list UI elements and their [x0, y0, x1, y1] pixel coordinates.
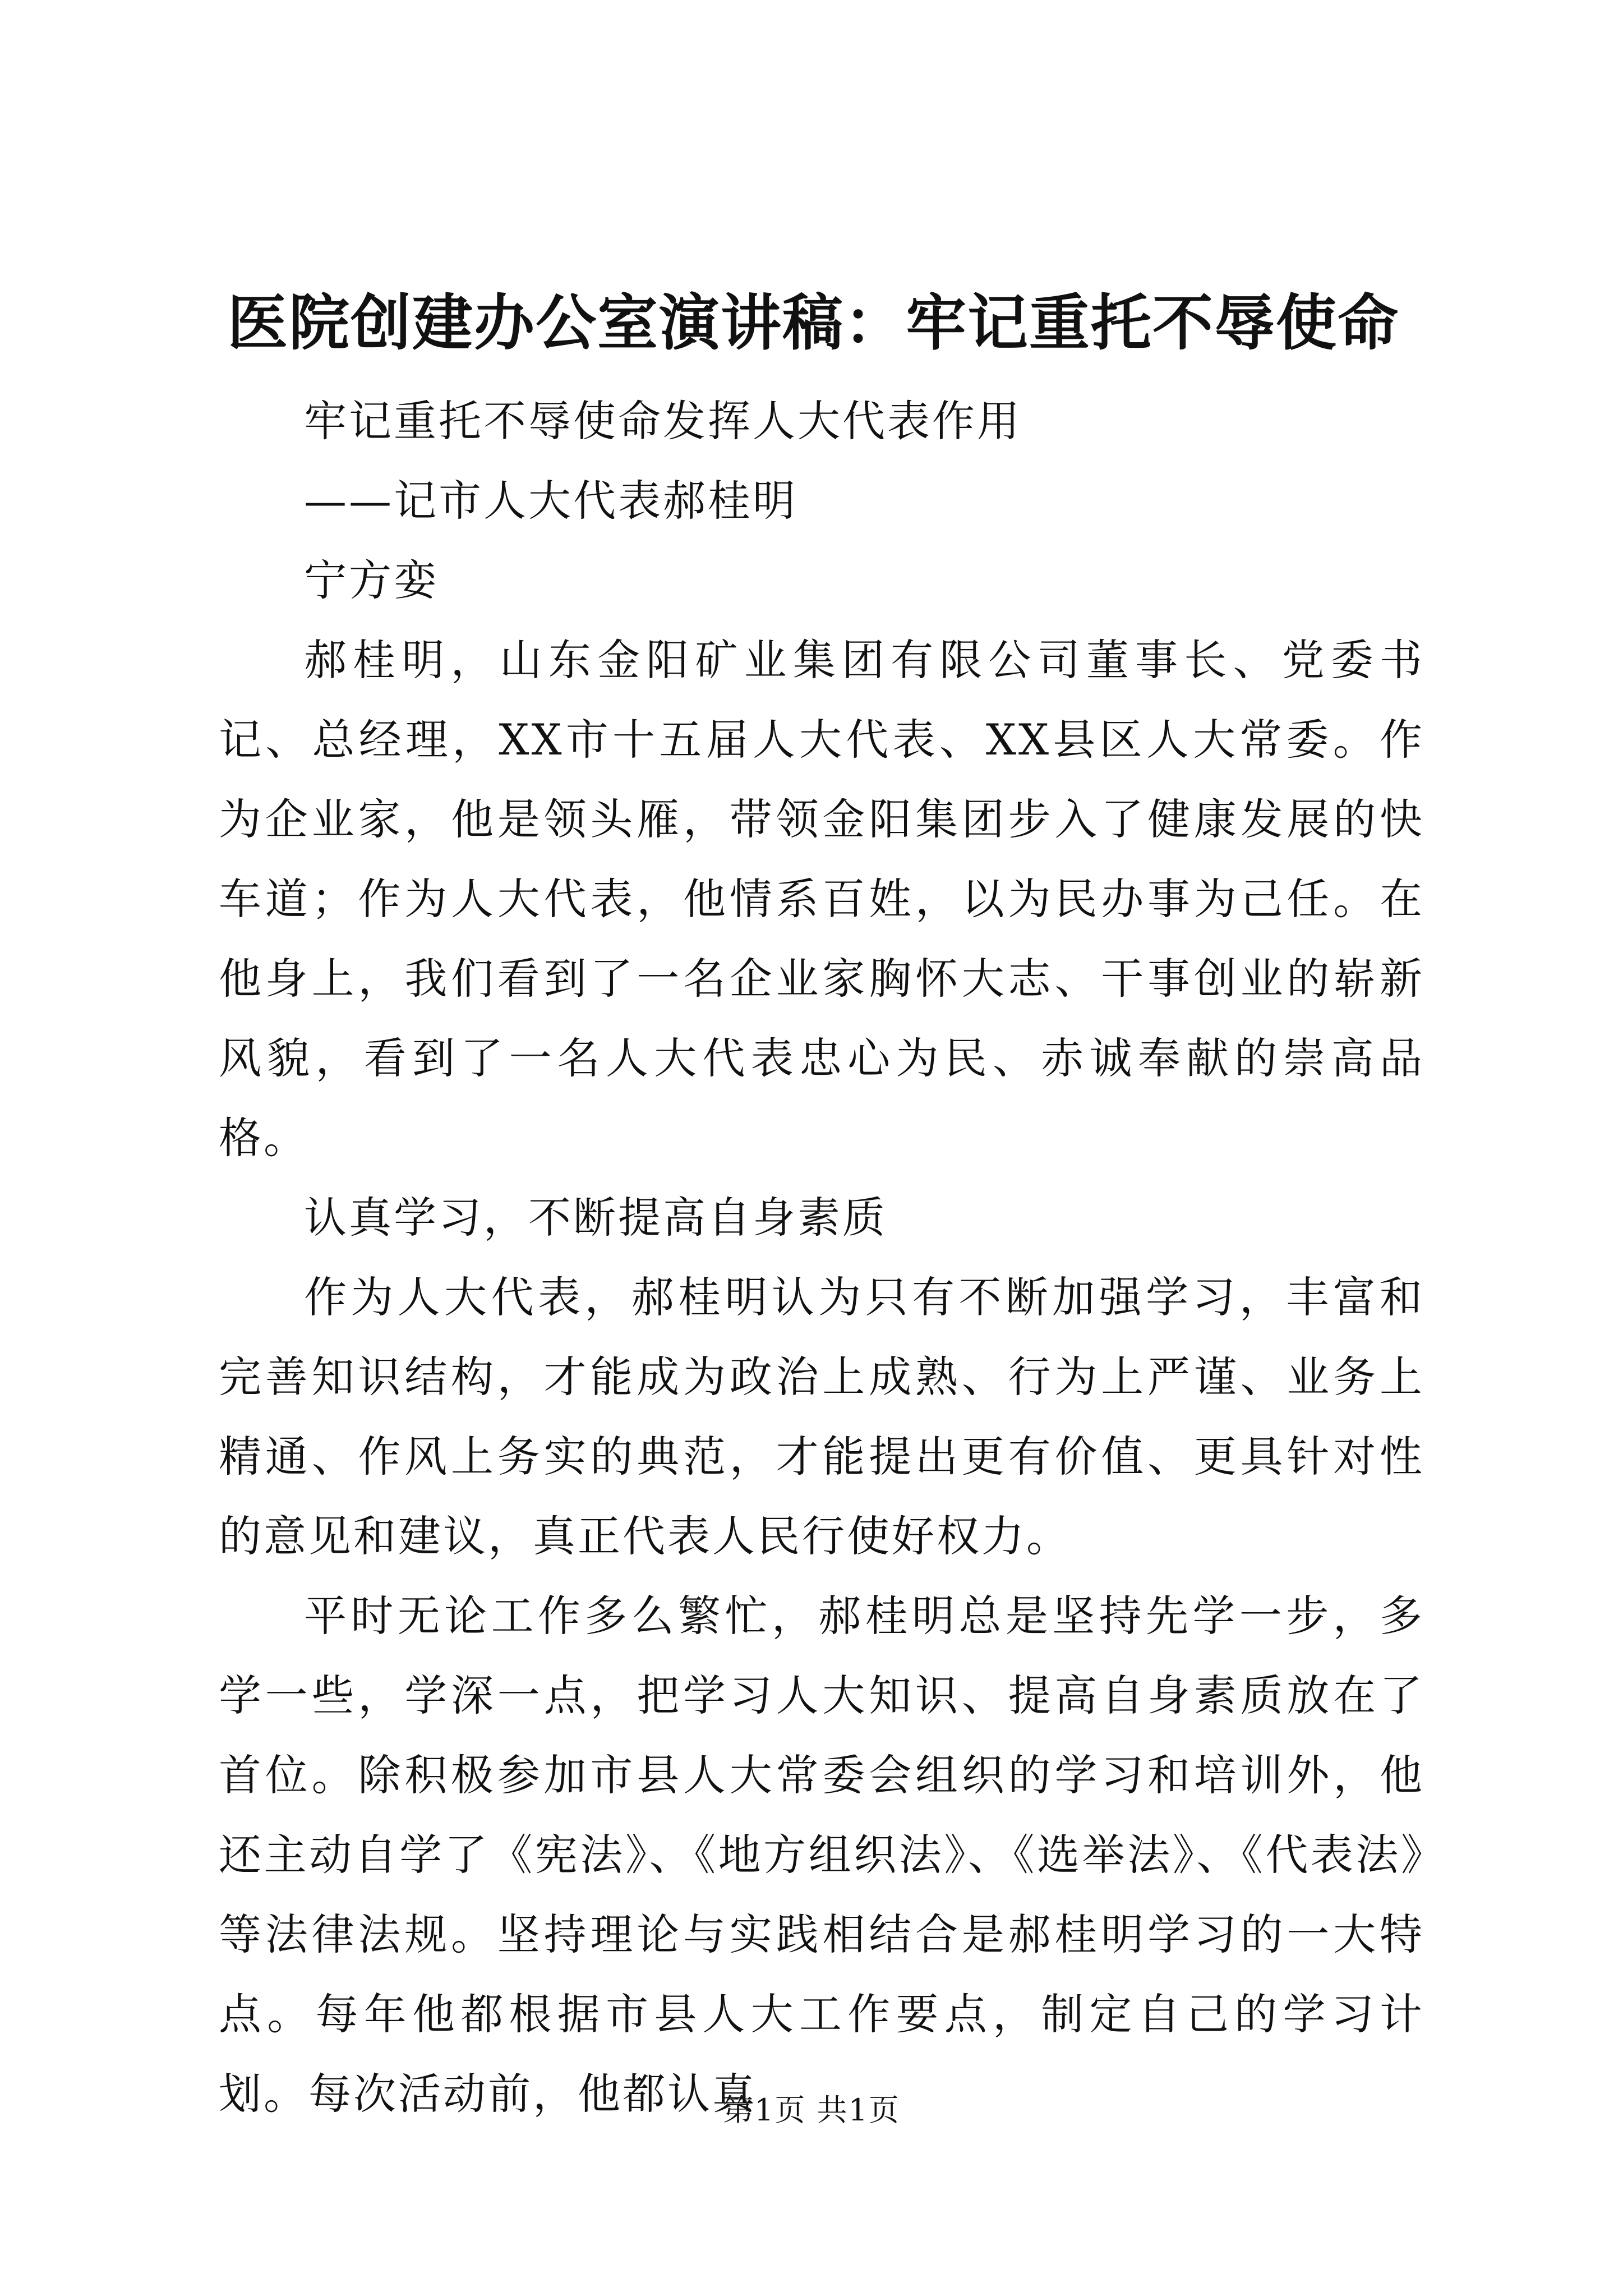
document-body: [219, 381, 1424, 2134]
byline-subtitle: ——记市人大代表郝桂明: [304, 476, 797, 526]
section-heading: 认真学习，不断提高自身素质: [304, 1193, 887, 1243]
document-title: 医院创建办公室演讲稿：牢记重托不辱使命: [227, 288, 1399, 358]
paragraph-3: 平时无论工作多么繁忙，郝桂明总是坚持先学一步，多学一些，学深一点，把学习人大知识、提高自身素质放在了首位。除积极参加市县人大常委会组织的学习和培训外，他还主动自学了《宪法》、《地方组织法》、《选举法》、《代表法》等法律法规。坚持理论与实践相结合是郝桂明学习的一大特点。每年他都根据市县人大工作要点，制定自己的学习计划。每次活动前，他都认真: [219, 1591, 1424, 2119]
author-name: 宁方娈: [304, 555, 439, 605]
paragraph-1: 郝桂明，山东金阳矿业集团有限公司董事长、党委书记、总经理，XX市十五届人大代表、XX县区人大常委。作为企业家，他是领头雁，带领金阳集团步入了健康发展的快车道；作为人大代表，他情系百姓，以为民办事为己任。在他身上，我们看到了一名企业家胸怀大志、干事创业的崭新风貌，看到了一名人大代表忠心为民、赤诚奉献的崇高品格。: [219, 635, 1424, 1163]
subtitle-line: 牢记重托不辱使命发挥人大代表作用: [304, 396, 1022, 446]
paragraph-2: 作为人大代表，郝桂明认为只有不断加强学习，丰富和完善知识结构，才能成为政治上成熟、行为上严谨、业务上精通、作风上务实的典范，才能提出更有价值、更具针对性的意见和建议，真正代表人民行使好权力。: [219, 1272, 1424, 1561]
page-footer: 第1页 共1页: [723, 2092, 900, 2128]
